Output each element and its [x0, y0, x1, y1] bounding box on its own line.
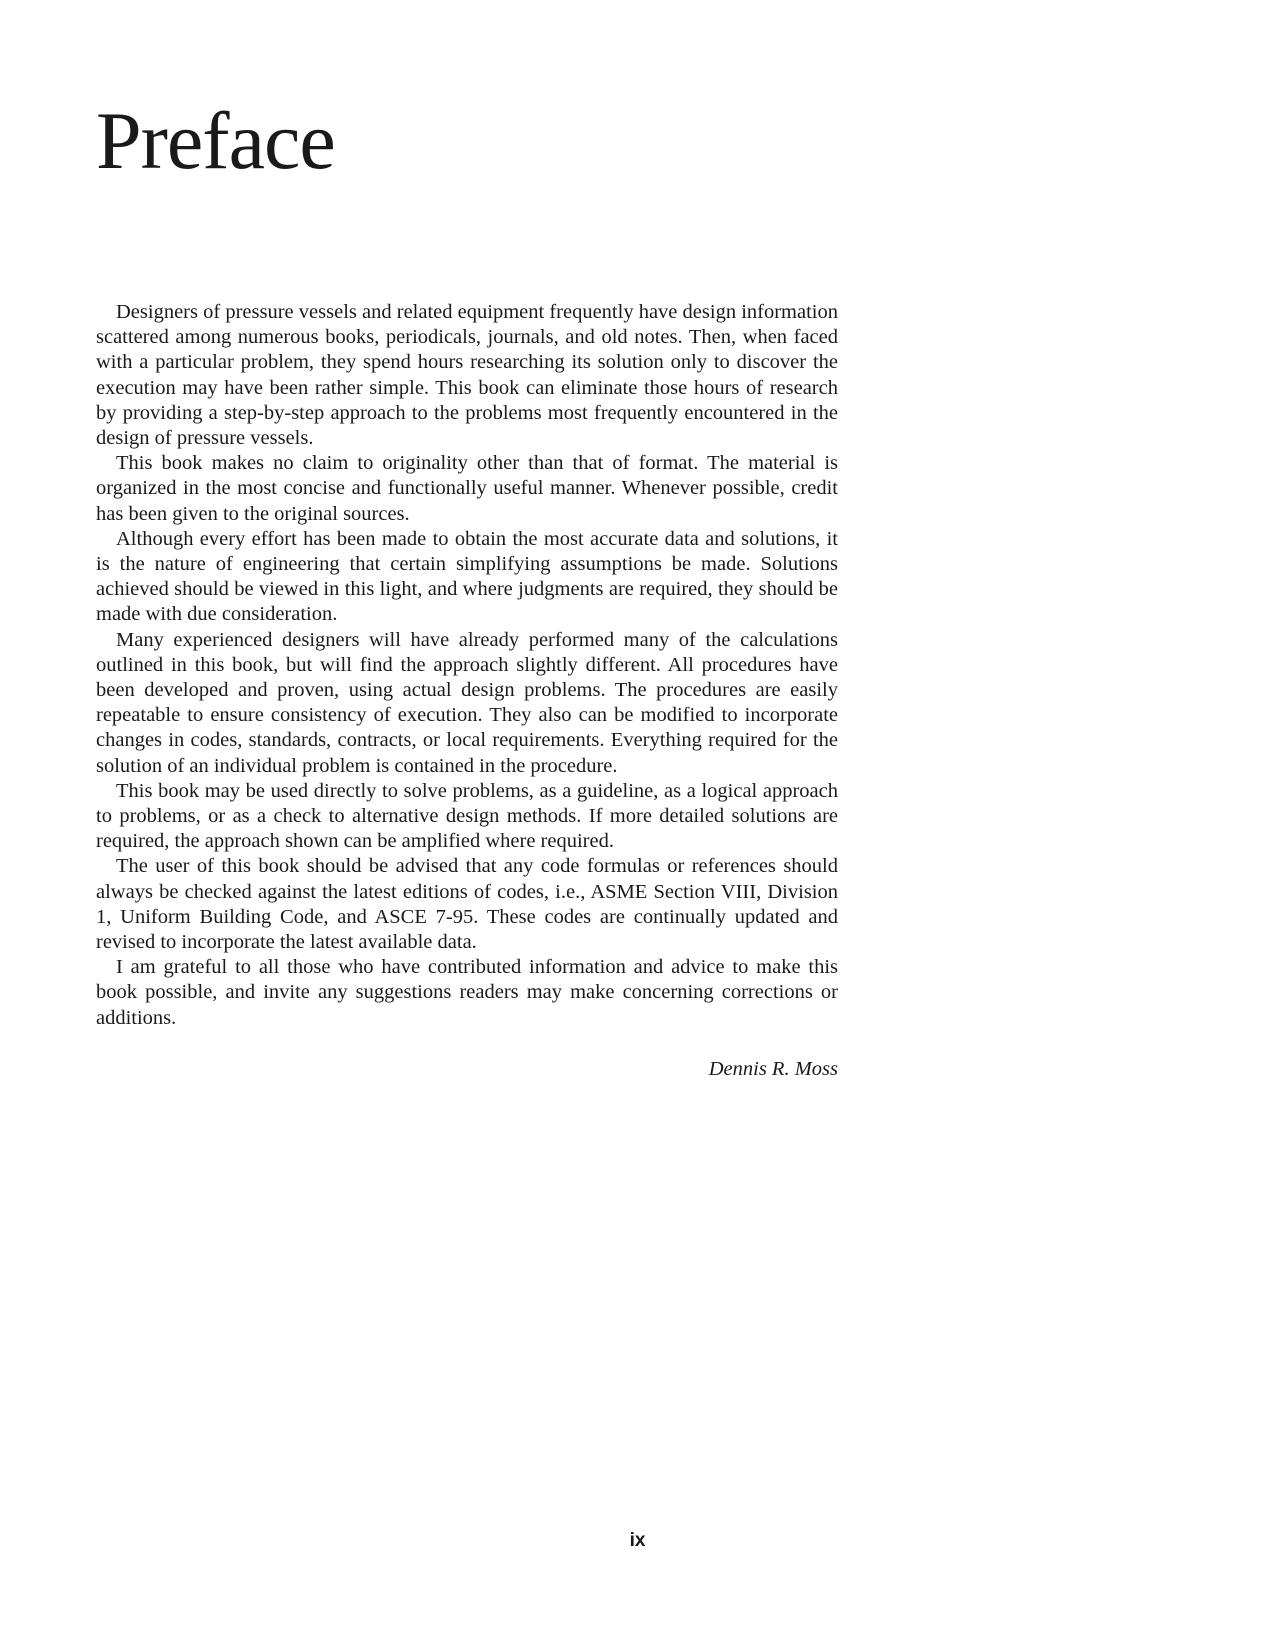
page-title: Preface	[96, 95, 335, 186]
paragraph-2: This book makes no claim to originality other than that of format. The material is organized in the most concise and functionally useful manner. Whenever possible, credit has been given to the original sources.	[96, 452, 838, 525]
paragraph-1: Designers of pressure vessels and related equipment frequently have design information scattered among numerous books, periodicals, journals, and old notes. Then, when faced with a particular problem, they spend hours researching its solution only to discover the execution may have been rather simple. This book can eliminate those hours of research by providing a step-by-step approach to the problems most frequently encountered in the design of pressure vessels.	[96, 301, 838, 450]
paragraph-3: Although every effort has been made to obtain the most accurate data and solutions, it is the nature of engineering that certain simplifying assumptions be made. Solutions achieved should be viewed in this light, and where judgments are required, they should be made with due consideration.	[96, 527, 838, 626]
paragraph-5: This book may be used directly to solve problems, as a guideline, as a logical approach to problems, or as a check to alternative design methods. If more detailed solutions are required, the approach shown can be amplified where required.	[96, 779, 838, 853]
author-signature: Dennis R. Moss	[708, 1058, 838, 1080]
paragraph-6: The user of this book should be advised that any code formulas or references should always be checked against the latest editions of codes, i.e., ASME Section VIII, Division 1, Uniform Building Code, and ASCE 7-95. These codes are continually updated and revised to incorporate the latest available data.	[96, 855, 838, 954]
preface-body	[96, 300, 838, 1031]
paragraph-4: Many experienced designers will have already performed many of the calculations outlined in this book, but will find the approach slightly different. All procedures have been developed and proven, using actual design problems. The procedures are easily repeatable to ensure consistency of execution. They also can be modified to incorporate changes in codes, standards, contracts, or local requirements. Everything required for the solution of an individual problem is contained in the procedure.	[96, 628, 838, 777]
paragraph-7: I am grateful to all those who have contributed information and advice to make this book possible, and invite any suggestions readers may make concerning corrections or additions.	[96, 956, 838, 1029]
page-number: ix	[629, 1530, 646, 1551]
